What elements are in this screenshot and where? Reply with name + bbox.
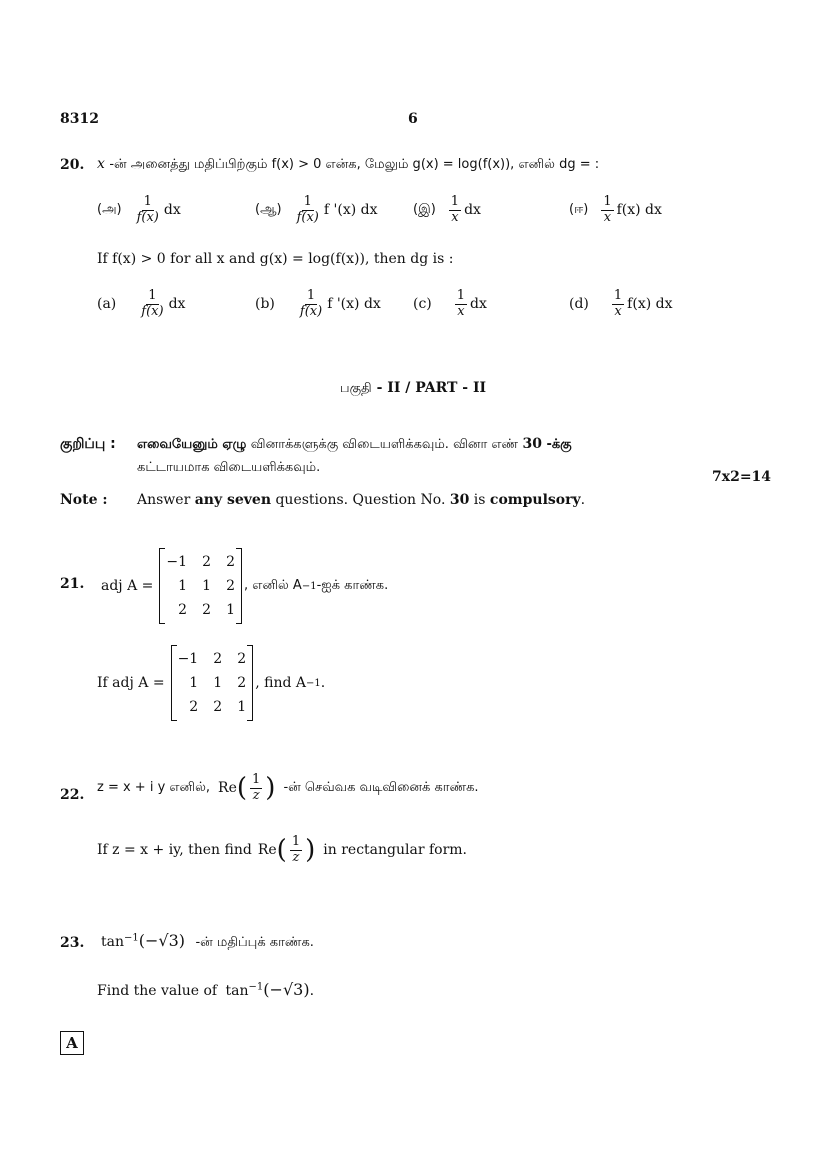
paper-code: 8312 — [60, 111, 99, 127]
q20-option-ta-1: (அ) $\frac{1}{f(x)}$ dx — [97, 194, 181, 225]
q21-matrix-english: −1 2 2 1 1 2 2 2 1 — [171, 645, 254, 721]
question-number-23: 23. — [60, 935, 85, 951]
q21-matrix-tamil: −1 2 2 1 1 2 2 2 1 — [159, 548, 242, 624]
q23-tamil: $\tan^{-1}(-√3)$ -ன் மதிப்புக் காண்க. — [101, 931, 314, 950]
question-number-21: 21. — [60, 576, 85, 592]
q23-english: Find the value of $\tan^{-1}(-√3)$. — [97, 980, 315, 999]
note-tamil-line2: கட்டாயமாக விடையளிக்கவும். — [137, 460, 321, 475]
q20-option-ta-2: (ஆ) $\frac{1}{f(x)}$ f '(x) dx — [255, 194, 378, 225]
note-english-text: Answer any seven questions. Question No. 30 is compulsory. — [137, 492, 586, 508]
q20-option-en-a: (a) $\frac{1}{f(x)}$ dx — [97, 288, 186, 319]
q20-option-en-c: (c) $\frac{1}{x}$ dx — [413, 288, 487, 319]
q22-english: If z = x + iy, then find Re ( $\frac{1}{z}$ ) in rectangular form. — [97, 834, 467, 866]
note-tamil-line1: எவையேனும் ஏழு வினாக்களுக்கு விடையளிக்கவும். வினா எண் 30 -க்கு — [137, 436, 572, 452]
q20-tamil-stem: x -ன் அனைத்து மதிப்பிற்கும் f(x) > 0 என்க, மேலும் g(x) = log(f(x)), எனில் dg = : — [97, 156, 600, 172]
q20-option-ta-3: (இ) $\frac{1}{x}$ dx — [413, 194, 481, 225]
part-heading: பகுதி - II / PART - II — [339, 380, 487, 396]
marks: 7x2=14 — [712, 469, 772, 485]
q20-option-en-b: (b) $\frac{1}{f(x)}$ f '(x) dx — [255, 288, 381, 319]
page-number: 6 — [408, 111, 418, 127]
question-number-20: 20. — [60, 157, 85, 173]
note-tamil-label: குறிப்பு : — [60, 436, 116, 452]
q21-tamil: adj A = −1 2 2 1 1 2 2 2 1 , எனில் A −1 -ஐக் காண்க. — [101, 548, 388, 624]
q22-tamil: z = x + i y எனில், Re ( $\frac{1}{z}$ ) -ன் செவ்வக வடிவினைக் காண்க. — [97, 772, 479, 804]
version-box: A — [60, 1031, 84, 1055]
question-number-22: 22. — [60, 787, 85, 803]
q20-option-ta-4: (ஈ) $\frac{1}{x}$ f(x) dx — [569, 194, 662, 225]
note-english-label: Note : — [60, 492, 108, 508]
q20-english-stem: If f(x) > 0 for all x and g(x) = log(f(x)), then dg is : — [97, 251, 454, 267]
q20-option-en-d: (d) $\frac{1}{x}$ f(x) dx — [569, 288, 673, 319]
q21-english: If adj A = −1 2 2 1 1 2 2 2 1 , find A −1 . — [97, 645, 325, 721]
